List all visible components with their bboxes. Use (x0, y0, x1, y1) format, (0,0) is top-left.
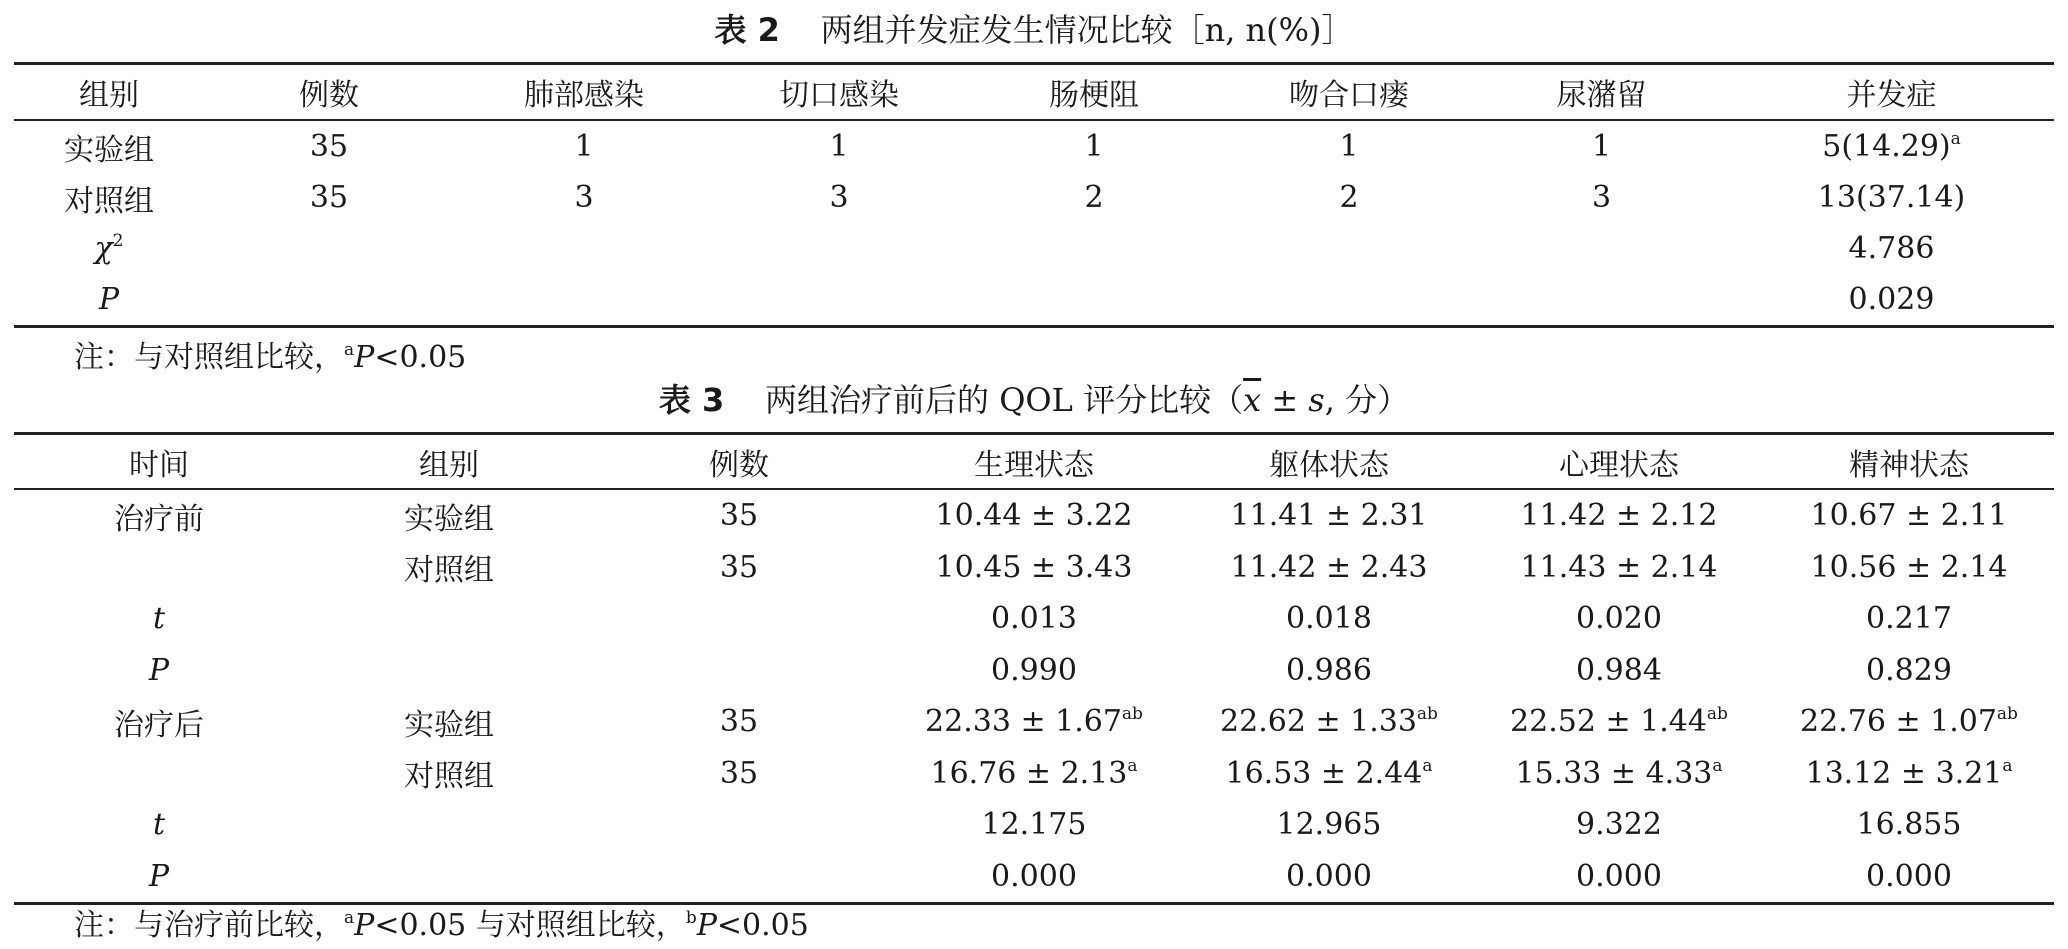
t-value: 0.018 (1286, 601, 1372, 637)
table-row-p (14, 274, 2054, 327)
value-cell: 13.12 ± 3.21$^a$ (1805, 755, 2013, 791)
table-row (14, 172, 2054, 223)
chi-superscript: 2 (112, 231, 124, 251)
value-cell: 10.45 ± 3.43 (935, 549, 1133, 585)
group-cell: 对照组 (404, 759, 494, 795)
table-row (14, 696, 2054, 748)
table3-header-somatic: 躯体状态 (1184, 434, 1474, 490)
chi-value: 4.786 (1848, 231, 1935, 266)
n-cell: 35 (719, 498, 759, 534)
table3-header-psychological: 心理状态 (1474, 434, 1764, 490)
group-cell: 实验组 (64, 132, 154, 168)
table2-header-n: 例数 (204, 64, 454, 121)
value-cell: 22.33 ± 1.67$^{ab}$ (925, 704, 1143, 740)
significance-mark: ab (1706, 704, 1728, 725)
total-value: 13(37.14) (1817, 180, 1966, 215)
significance-mark: a (1127, 755, 1138, 776)
table2-header-total: 并发症 (1729, 64, 2054, 121)
significance-mark: ab (1996, 704, 2018, 725)
value-cell: 16.53 ± 2.44$^a$ (1225, 755, 1433, 791)
table-row (14, 748, 2054, 800)
chi-symbol: χ (94, 231, 113, 266)
significance-mark: a (1950, 129, 1961, 149)
value-cell: 22.76 ± 1.07$^{ab}$ (1800, 704, 2018, 740)
table2-title-text: 两组并发症发生情况比较［n, n(%)］ (820, 11, 1354, 49)
value-cell: 2 (1084, 180, 1104, 215)
table3-header-time: 时间 (14, 434, 304, 490)
value-cell: 22.52 ± 1.44$^{ab}$ (1510, 704, 1728, 740)
total-value: 5(14.29) (1822, 129, 1951, 164)
table2-header-fistula: 吻合口瘘 (1224, 64, 1474, 121)
value-cell: 1 (829, 129, 849, 164)
p-label: P (148, 858, 170, 894)
group-cell: 实验组 (404, 501, 494, 537)
table2-header-group: 组别 (14, 64, 204, 121)
table3-note: 注：与治疗前比较，$^a$P<0.05 与对照组比较，$^b$P<0.05 (74, 908, 809, 943)
table3-header-n: 例数 (594, 434, 884, 490)
table-row (14, 542, 2054, 594)
t-value: 0.013 (991, 601, 1077, 637)
time-cell: 治疗前 (114, 501, 204, 537)
significance-mark: a (2002, 755, 2013, 776)
table3-header-row (14, 434, 2054, 490)
t-value: 12.175 (981, 807, 1087, 843)
t-value: 16.855 (1856, 807, 1962, 843)
table2 (14, 62, 2054, 328)
value-cell: 11.41 ± 2.31 (1230, 498, 1428, 534)
value-cell: 1 (1591, 129, 1612, 164)
n-cell: 35 (719, 549, 759, 585)
value-cell: 3 (1591, 180, 1612, 215)
p-value: 0.986 (1286, 652, 1372, 688)
n-cell: 35 (719, 704, 759, 740)
time-cell: 治疗后 (114, 707, 204, 743)
table2-title (0, 10, 2068, 50)
value-cell: 15.33 ± 4.33$^a$ (1515, 755, 1723, 791)
value-cell: 3 (574, 180, 594, 215)
significance-mark: ab (1121, 704, 1143, 725)
table-row-t (14, 799, 2054, 851)
table-row-p (14, 851, 2054, 904)
significance-mark: a (1712, 755, 1723, 776)
value-cell: 3 (829, 180, 849, 215)
group-cell: 对照组 (64, 183, 154, 219)
p-value: 0.000 (1576, 858, 1662, 894)
table2-header-lung: 肺部感染 (454, 64, 714, 121)
value-cell: 11.42 ± 2.43 (1230, 549, 1428, 585)
table2-header-ileus: 肠梗阻 (964, 64, 1224, 121)
table3-title: 表 3 两组治疗前后的 QOL 评分比较（$\overline{x} \pm s$, 分） (658, 381, 1410, 419)
table3-title-label: 表 3 (658, 381, 725, 419)
value-cell: 2 (1339, 180, 1359, 215)
table-row (14, 489, 2054, 542)
p-value: 0.829 (1866, 652, 1952, 688)
value-cell: 22.62 ± 1.33$^{ab}$ (1220, 704, 1438, 740)
t-label: t (152, 807, 166, 843)
table2-note: 注：与对照组比较，$^a$P<0.05 (74, 340, 467, 375)
chi-label-cell (14, 223, 204, 274)
value-cell: 11.42 ± 2.12 (1520, 498, 1718, 534)
total-cell (1729, 120, 2054, 172)
value-cell: 10.67 ± 2.11 (1810, 498, 2008, 534)
t-value: 0.217 (1866, 601, 1952, 637)
t-value: 12.965 (1276, 807, 1382, 843)
significance-mark: a (1422, 755, 1433, 776)
p-label: P (148, 652, 170, 688)
table-row-chi-square (14, 223, 2054, 274)
table2-header-retention: 尿潴留 (1474, 64, 1729, 121)
p-label: P (98, 282, 120, 317)
t-label: t (152, 601, 166, 637)
value-cell: 10.44 ± 3.22 (935, 498, 1133, 534)
value-cell: 10.56 ± 2.14 (1810, 549, 2008, 585)
p-value: 0.029 (1848, 282, 1935, 317)
total-cell (1729, 172, 2054, 223)
n-cell: 35 (309, 180, 349, 215)
n-cell: 35 (309, 129, 349, 164)
n-cell: 35 (719, 755, 759, 791)
value-cell: 1 (1339, 129, 1359, 164)
value-cell: 1 (574, 129, 594, 164)
group-cell: 实验组 (404, 707, 494, 743)
table2-title-label: 表 2 (714, 11, 780, 49)
t-value: 9.322 (1576, 807, 1662, 843)
table3 (14, 432, 2054, 905)
table3-header-physiological: 生理状态 (884, 434, 1184, 490)
t-value: 0.020 (1576, 601, 1662, 637)
table2-header-incision: 切口感染 (714, 64, 964, 121)
p-value: 0.000 (1866, 858, 1952, 894)
table2-header-row (14, 64, 2054, 121)
p-value: 0.984 (1576, 652, 1662, 688)
p-value: 0.000 (1286, 858, 1372, 894)
group-cell: 对照组 (404, 553, 494, 589)
p-value: 0.000 (991, 858, 1077, 894)
value-cell: 16.76 ± 2.13$^a$ (930, 755, 1138, 791)
table3-header-group: 组别 (304, 434, 594, 490)
table-row (14, 120, 2054, 172)
table3-header-mental: 精神状态 (1764, 434, 2054, 490)
table-row-p (14, 645, 2054, 697)
value-cell: 11.43 ± 2.14 (1520, 549, 1718, 585)
value-cell: 1 (1084, 129, 1104, 164)
significance-mark: ab (1416, 704, 1438, 725)
p-value: 0.990 (991, 652, 1077, 688)
table-row-t (14, 593, 2054, 645)
